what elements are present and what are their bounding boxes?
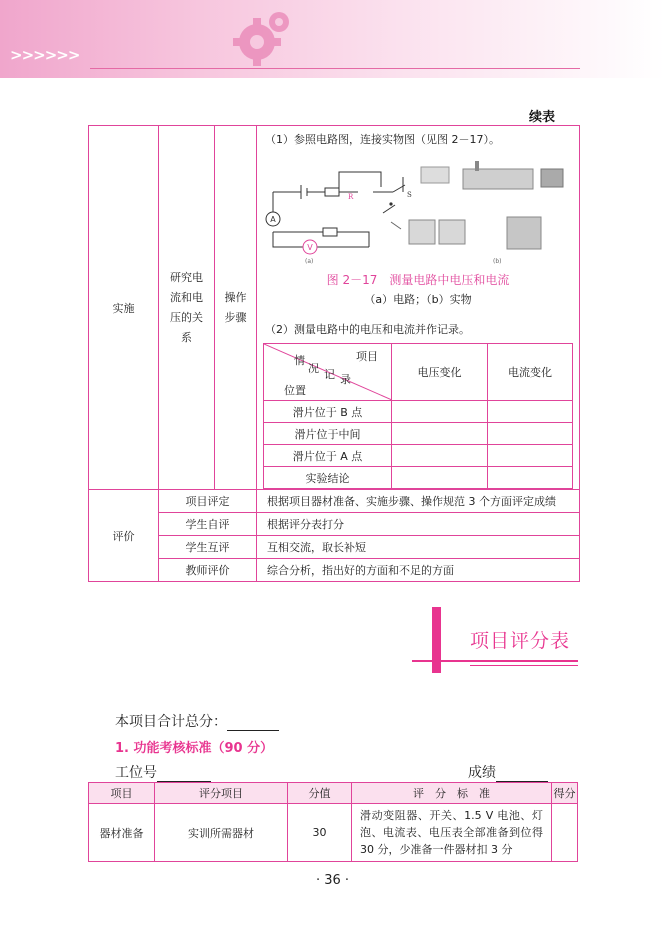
eval-desc: 根据评分表打分 [257,513,580,536]
step-1-text: （1）参照电路图，连接实物图（见图 2－17）。 [265,133,500,146]
voltmeter-symbol [303,240,317,254]
circuit-figure [263,147,573,267]
gear-icon [225,4,295,74]
total-score-line: 本项目合计总分： [115,711,279,731]
work-number-blank [157,767,211,782]
diag-position-label: 位置 [284,384,306,397]
eval-name: 学生自评 [159,513,257,536]
eval-desc: 互相交流，取长补短 [257,536,580,559]
procedure-cell [257,126,580,490]
ammeter-symbol [266,212,280,226]
chevron-decoration: >>>>>> [10,46,80,64]
figure-a-label: (a) [305,258,314,265]
task-label: 研究电流和电压的关系 [159,126,215,490]
diagonal-header-cell: 项目 情 况 记 录 位置 [264,344,392,401]
col-voltage: 电压变化 [392,344,488,401]
header-sub-item: 评分项目 [155,783,288,804]
row-criteria: 滑动变阻器、开关、1.5 V 电池、灯泡、电流表、电压表全部准备到位得 30 分，少准备一件器材扣 3 分 [352,804,552,862]
score-line: 成绩 [468,762,548,782]
work-number-line: 工位号 [115,762,211,782]
record-row-label: 滑片位于 A 点 [264,445,392,467]
page-number: · 36 · [315,873,350,888]
title-accent-bar [432,607,441,673]
implementation-table [88,125,580,582]
header-criteria: 评 分 标 准 [352,783,552,804]
row-score [552,804,578,862]
eval-desc: 综合分析，指出好的方面和不足的方面 [257,559,580,582]
record-row-label: 实验结论 [264,467,392,489]
header-rule [90,68,580,69]
score-table-title: 项目评分表 [470,630,571,652]
svg-text:V: V [307,243,313,252]
figure-subcaption: （a）电路；（b）实物 [364,293,472,306]
equipment-photos [391,161,563,249]
step-label: 操作步骤 [215,126,257,490]
title-underline-secondary [470,665,578,666]
eval-name: 学生互评 [159,536,257,559]
eval-desc: 根据项目器材准备、实施步骤、操作规范 3 个方面评定成绩 [257,490,580,513]
row-item: 器材准备 [89,804,155,862]
diag-item-label: 项目 [356,350,378,363]
eval-name: 教师评价 [159,559,257,582]
total-score-blank [227,716,279,731]
title-underline [412,660,578,662]
row-sub-item: 实训所需器材 [155,804,288,862]
step-2-text: （2）测量电路中的电压和电流并作记录。 [265,323,470,336]
figure-caption: 图 2－17 测量电路中电压和电流 [326,273,510,287]
row-points: 30 [288,804,352,862]
section-implementation: 实施 [89,126,159,490]
header-band [0,0,665,78]
svg-text:R: R [348,193,354,201]
svg-text:A: A [270,215,276,224]
svg-text:S: S [407,191,412,199]
header-item: 项目 [89,783,155,804]
header-points: 分值 [288,783,352,804]
record-table [263,343,573,489]
section-1-title: 1. 功能考核标准（90 分） [115,741,274,756]
figure-b-label: (b) [493,258,502,265]
score-table [88,782,578,862]
col-current: 电流变化 [488,344,573,401]
record-row-label: 滑片位于中间 [264,423,392,445]
score-blank [496,767,548,782]
eval-name: 项目评定 [159,490,257,513]
record-row-label: 滑片位于 B 点 [264,401,392,423]
continued-label: 续表 [528,110,555,125]
section-evaluation: 评价 [89,490,159,582]
header-score: 得分 [552,783,578,804]
